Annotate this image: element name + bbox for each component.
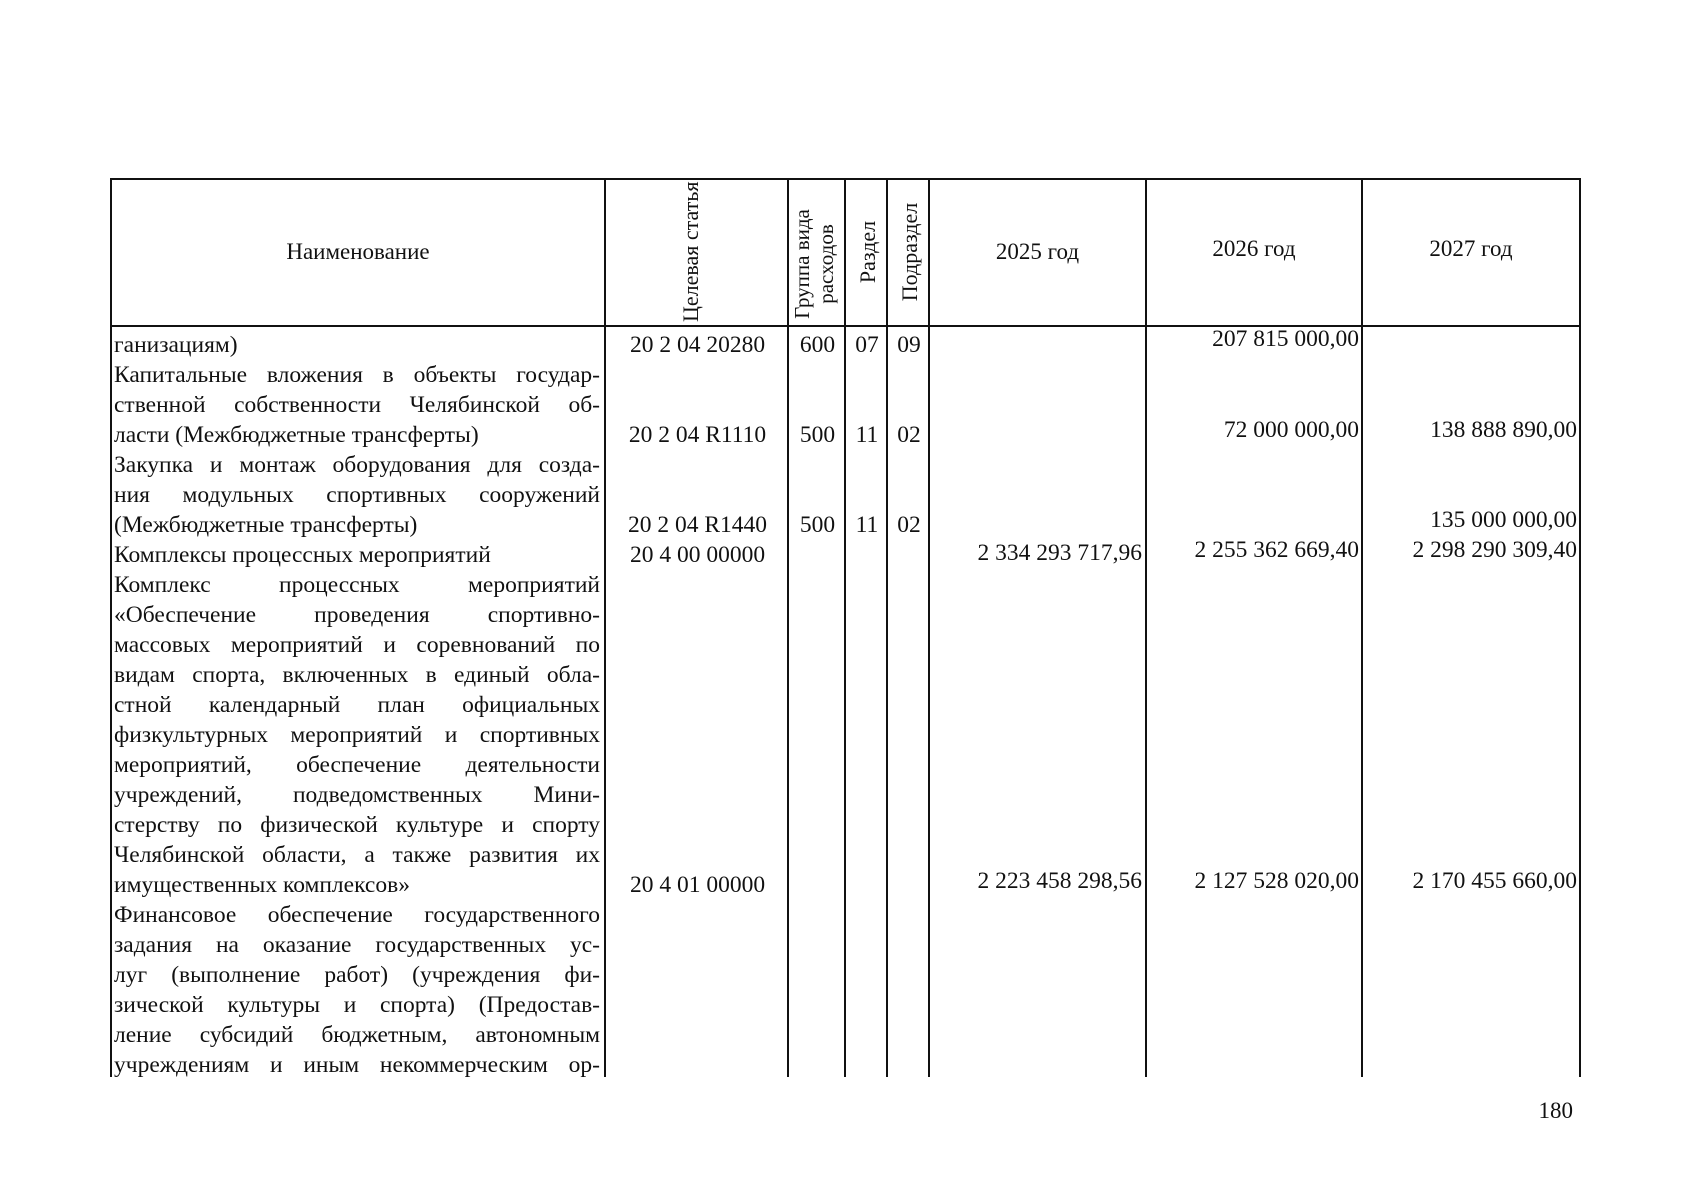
name-column bbox=[114, 330, 600, 1080]
row-2-group: 500 bbox=[799, 422, 836, 448]
row-2-2026: 72 000 000,00 bbox=[1223, 417, 1359, 443]
header-section: Раздел bbox=[855, 220, 880, 284]
row-1-group: 600 bbox=[799, 332, 836, 358]
row-4-code: 20 4 00 00000 bbox=[629, 542, 766, 568]
row-3-subsection: 02 bbox=[897, 512, 921, 538]
header-expense-group: Группа вида расходов bbox=[790, 209, 838, 319]
row-1-2026: 207 815 000,00 bbox=[1212, 326, 1359, 352]
row-5-name-line: имущественных комплексов» bbox=[114, 872, 410, 898]
row-5-name-line: физкультурных мероприятий и спортивных bbox=[114, 722, 600, 748]
row-3-name-line: (Межбюджетные трансферты) bbox=[114, 512, 418, 538]
row-6-name-line: ление субсидий бюджетным, автономным bbox=[114, 1022, 600, 1048]
row-5-2027: 2 170 455 660,00 bbox=[1412, 868, 1577, 894]
row-6-name-line: задания на оказание государственных ус- bbox=[114, 932, 600, 958]
row-4-2027: 2 298 290 309,40 bbox=[1412, 537, 1577, 563]
header-2026: 2026 год bbox=[1212, 236, 1296, 261]
header-target-article: Целевая статья bbox=[678, 181, 703, 322]
row-4-name-line: Комплексы процессных мероприятий bbox=[114, 542, 491, 568]
row-5-name-line: Комплекс процессных мероприятий bbox=[114, 572, 600, 598]
row-3-section: 11 bbox=[855, 512, 879, 538]
row-5-name-line: стерству по физической культуре и спорту bbox=[114, 812, 600, 838]
row-2-subsection: 02 bbox=[897, 422, 921, 448]
row-5-name-line: стной календарный план официальных bbox=[114, 692, 600, 718]
row-3-group: 500 bbox=[799, 512, 836, 538]
row-5-name-line: Челябинской области, а также развития их bbox=[114, 842, 600, 868]
header-subsection: Подраздел bbox=[897, 202, 922, 302]
page-number: 180 bbox=[1538, 1098, 1573, 1123]
row-2-code: 20 2 04 R1110 bbox=[628, 422, 767, 448]
row-5-code: 20 4 01 00000 bbox=[629, 872, 766, 898]
row-6-name-line: Финансовое обеспечение государственного bbox=[114, 902, 600, 928]
row-5-2025: 2 223 458 298,56 bbox=[977, 868, 1142, 894]
col-border-right bbox=[1579, 178, 1581, 1077]
row-3-2027: 135 000 000,00 bbox=[1430, 507, 1577, 533]
row-2-name-line: Капитальные вложения в объекты государ- bbox=[114, 362, 600, 388]
row-3-code: 20 2 04 R1440 bbox=[627, 512, 768, 538]
row-1-name-line: ганизациям) bbox=[114, 332, 238, 358]
row-3-name-line: ния модульных спортивных сооружений bbox=[114, 482, 600, 508]
row-2-2027: 138 888 890,00 bbox=[1430, 417, 1577, 443]
row-6-name-line: учреждениям и иным некоммерческим ор- bbox=[114, 1052, 600, 1078]
row-4-2026: 2 255 362 669,40 bbox=[1194, 537, 1359, 563]
col-border-section bbox=[886, 178, 888, 1077]
header-name: Наименование bbox=[286, 238, 430, 264]
row-4-2025: 2 334 293 717,96 bbox=[977, 540, 1142, 566]
row-2-name-line: ственной собственности Челябинской об- bbox=[114, 392, 600, 418]
row-5-name-line: учреждений, подведомственных Мини- bbox=[114, 782, 600, 808]
row-1-subsection: 09 bbox=[897, 332, 921, 358]
header-2027: 2027 год bbox=[1429, 236, 1513, 261]
row-5-name-line: «Обеспечение проведения спортивно- bbox=[114, 602, 600, 628]
row-5-name-line: мероприятий, обеспечение деятельности bbox=[114, 752, 600, 778]
col-border-name bbox=[604, 178, 606, 1077]
row-1-section: 07 bbox=[855, 332, 879, 358]
row-5-name-line: видам спорта, включенных в единый обла- bbox=[114, 662, 600, 688]
row-2-name-line: ласти (Межбюджетные трансферты) bbox=[114, 422, 479, 448]
row-1-code: 20 2 04 20280 bbox=[629, 332, 766, 358]
row-3-name-line: Закупка и монтаж оборудования для созда- bbox=[114, 452, 600, 478]
row-6-name-line: луг (выполнение работ) (учреждения фи- bbox=[114, 962, 600, 988]
row-5-2026: 2 127 528 020,00 bbox=[1194, 868, 1359, 894]
header-2025: 2025 год bbox=[995, 238, 1080, 264]
row-5-name-line: массовых мероприятий и соревнований по bbox=[114, 632, 600, 658]
row-6-name-line: зической культуры и спорта) (Предостав- bbox=[114, 992, 600, 1018]
col-border-group bbox=[844, 178, 846, 1077]
col-border-code bbox=[787, 178, 789, 1077]
row-2-section: 11 bbox=[855, 422, 879, 448]
